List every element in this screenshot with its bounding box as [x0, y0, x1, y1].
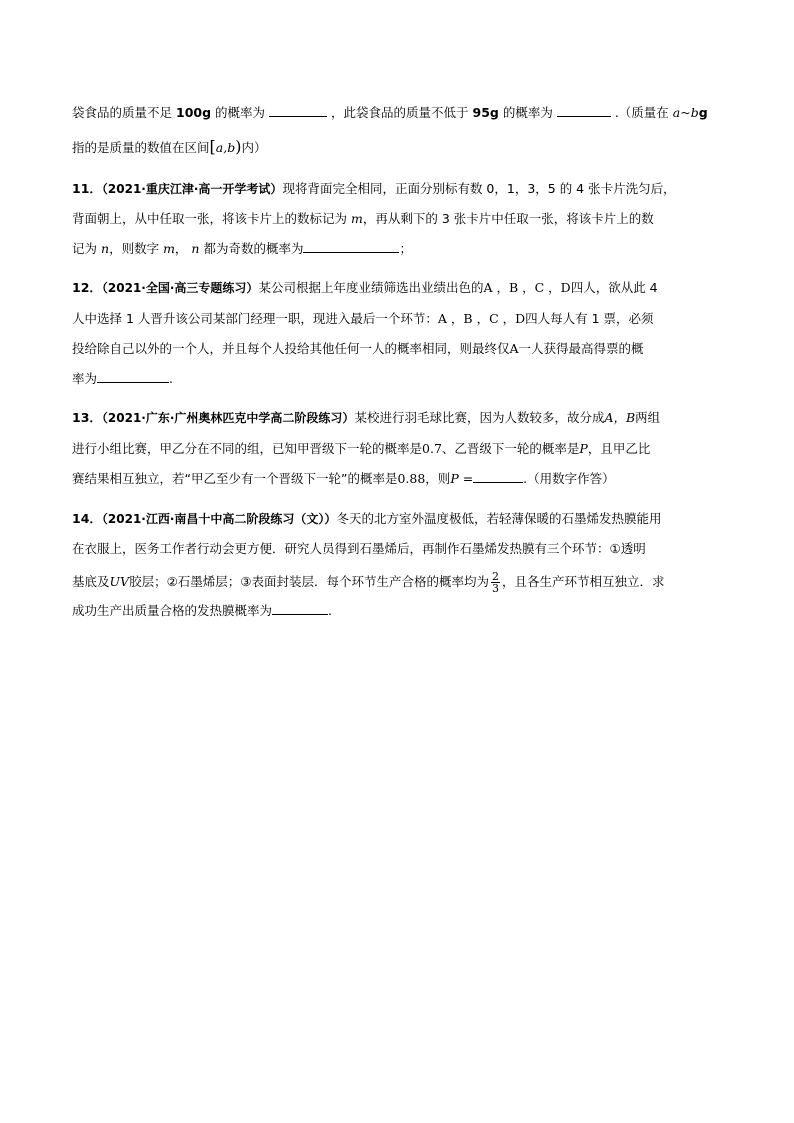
q13-math: A，B [604, 410, 636, 425]
q10-value: 95g [472, 105, 499, 120]
q13-line-1 [72, 409, 660, 427]
answer-blank[interactable] [272, 602, 328, 615]
q10-text: 的概率为 [502, 105, 553, 120]
answer-blank[interactable] [97, 370, 169, 383]
answer-blank[interactable] [557, 104, 611, 117]
q11-text: ，再从剩下的 3 张卡片中任取一张，将该卡片上的数 [362, 211, 654, 226]
interval-bracket-left: [ [209, 137, 216, 156]
question-number: 13． [72, 410, 102, 425]
q11-var: m [163, 241, 175, 256]
q10-math: a~b [672, 105, 699, 120]
fraction-two-thirds [491, 571, 500, 594]
q10-line-1 [72, 104, 708, 122]
q13-line-3 [72, 470, 615, 488]
q12-text: 四人每人有 1 票，必须 [525, 311, 654, 326]
q13-text: 赛结果相互独立，若“甲乙至少有一个晋级下一轮”的概率是 [72, 471, 398, 486]
q10-value: 100g [176, 105, 212, 120]
q14-line-3 [72, 568, 665, 596]
q14-text: 胶层；②石墨烯层；③表面封装层．每个环节生产合格的概率均为 [129, 574, 489, 589]
question-source: （2021·重庆江津·高一开学考试） [101, 182, 283, 196]
q11-text: ，则数字 [109, 241, 160, 256]
q13-text: 进行小组比赛，甲乙分在不同的组，已知甲晋级下一轮的概率是 [72, 441, 423, 456]
q14-line-4 [72, 602, 332, 620]
q12-text: . [169, 371, 173, 386]
q13-text: .（用数字作答） [523, 471, 615, 486]
q13-var: P [579, 441, 588, 456]
question-number: 14． [72, 511, 102, 526]
q12-text: 一人获得最高得票的概 [518, 341, 644, 356]
question-source: （2021·广东·广州奥林匹克中学高二阶段练习） [101, 411, 355, 425]
question-number: 12． [72, 280, 102, 295]
q11-line-2 [72, 210, 654, 228]
q11-text: 都为奇数的概率为 [203, 241, 304, 256]
q11-text: 记为 [72, 241, 98, 256]
q10-text: 内） [241, 140, 267, 155]
interval-bracket-right: ) [235, 137, 242, 156]
q12-text: 某公司根据上年度业绩筛选出业绩出色的 [258, 280, 484, 295]
q14-text: 成功生产出质量合格的发热膜概率为 [72, 603, 273, 618]
answer-blank[interactable] [303, 240, 399, 253]
q11-line-3 [72, 240, 412, 258]
q10-text: 指的是质量的数值在区间 [72, 140, 210, 155]
q12-line-2 [72, 310, 654, 328]
q10-text: 袋食品的质量不足 [72, 105, 173, 120]
q13-text: ，且甲乙比 [587, 441, 651, 456]
q12-text: 人中选择 1 人晋升该公司某部门经理一职，现进入最后一个环节： [72, 311, 438, 326]
q13-value: 0.88 [397, 471, 426, 486]
q10-text: ，此袋食品的质量不低于 [331, 105, 469, 120]
q10-text: .（质量在 [614, 105, 669, 120]
fraction-denominator: 3 [492, 582, 499, 595]
question-number: 11． [72, 181, 102, 196]
answer-blank[interactable] [269, 104, 327, 117]
q12-text: 四人，欲从此 4 [570, 280, 658, 295]
q11-text: ； [399, 241, 412, 256]
q10-line-2 [72, 138, 266, 157]
q12-line-3 [72, 340, 644, 358]
q10-unit: g [698, 105, 708, 120]
q14-text: 冬天的北方室外温度极低，若轻薄保暖的石墨烯发热膜能用 [336, 511, 662, 526]
q12-line-1 [72, 279, 658, 297]
q12-math: A ，B ，C ，D [483, 280, 571, 295]
q12-math: A [509, 341, 519, 356]
q14-text: . [328, 603, 332, 618]
q14-text: 在衣服上，医务工作者行动会更方便．研究人员得到石墨烯后，再制作石墨烯发热膜有三个环节：①透明 [72, 541, 646, 556]
q11-text: ， [174, 241, 188, 256]
q12-line-4 [72, 370, 173, 388]
q13-var: P = [450, 471, 474, 486]
q11-var: n [101, 241, 110, 256]
q12-text: 投给除自己以外的一个人，并且每个人投给其他任何一人的概率相同，则最终仅 [72, 341, 510, 356]
q10-text: 的概率为 [215, 105, 266, 120]
q13-line-2 [72, 440, 650, 458]
q13-value: 0.7 [422, 441, 442, 456]
q12-math: A ，B ，C ，D [437, 311, 526, 326]
q13-text: ，则 [425, 471, 451, 486]
q13-text: 、乙晋级下一轮的概率是 [441, 441, 580, 456]
question-source: （2021·江西·南昌十中高二阶段练习（文）） [101, 512, 337, 526]
question-source: （2021·全国·高三专题练习） [101, 281, 259, 295]
fraction-numerator: 2 [492, 570, 499, 583]
q11-var: m [351, 211, 363, 226]
q11-text: 现将背面完全相同，正面分别标有数 0，1，3，5 的 4 张卡片洗匀后， [282, 181, 676, 196]
q14-line-1 [72, 510, 661, 528]
q11-text: 背面朝上，从中任取一张，将该卡片上的数标记为 [72, 211, 348, 226]
q13-text: 两组 [635, 410, 661, 425]
q14-math: UV [109, 574, 130, 589]
q14-text: ，且各生产环节相互独立．求 [502, 574, 665, 589]
q14-line-2 [72, 540, 646, 558]
q11-line-1 [72, 180, 676, 198]
q13-text: 某校进行羽毛球比赛，因为人数较多，故分成 [354, 410, 605, 425]
q14-text: 基底及 [72, 574, 110, 589]
q11-var: n [191, 241, 200, 256]
answer-blank[interactable] [473, 470, 523, 483]
q12-text: 率为 [72, 371, 98, 386]
q10-interval: a,b [215, 140, 236, 155]
